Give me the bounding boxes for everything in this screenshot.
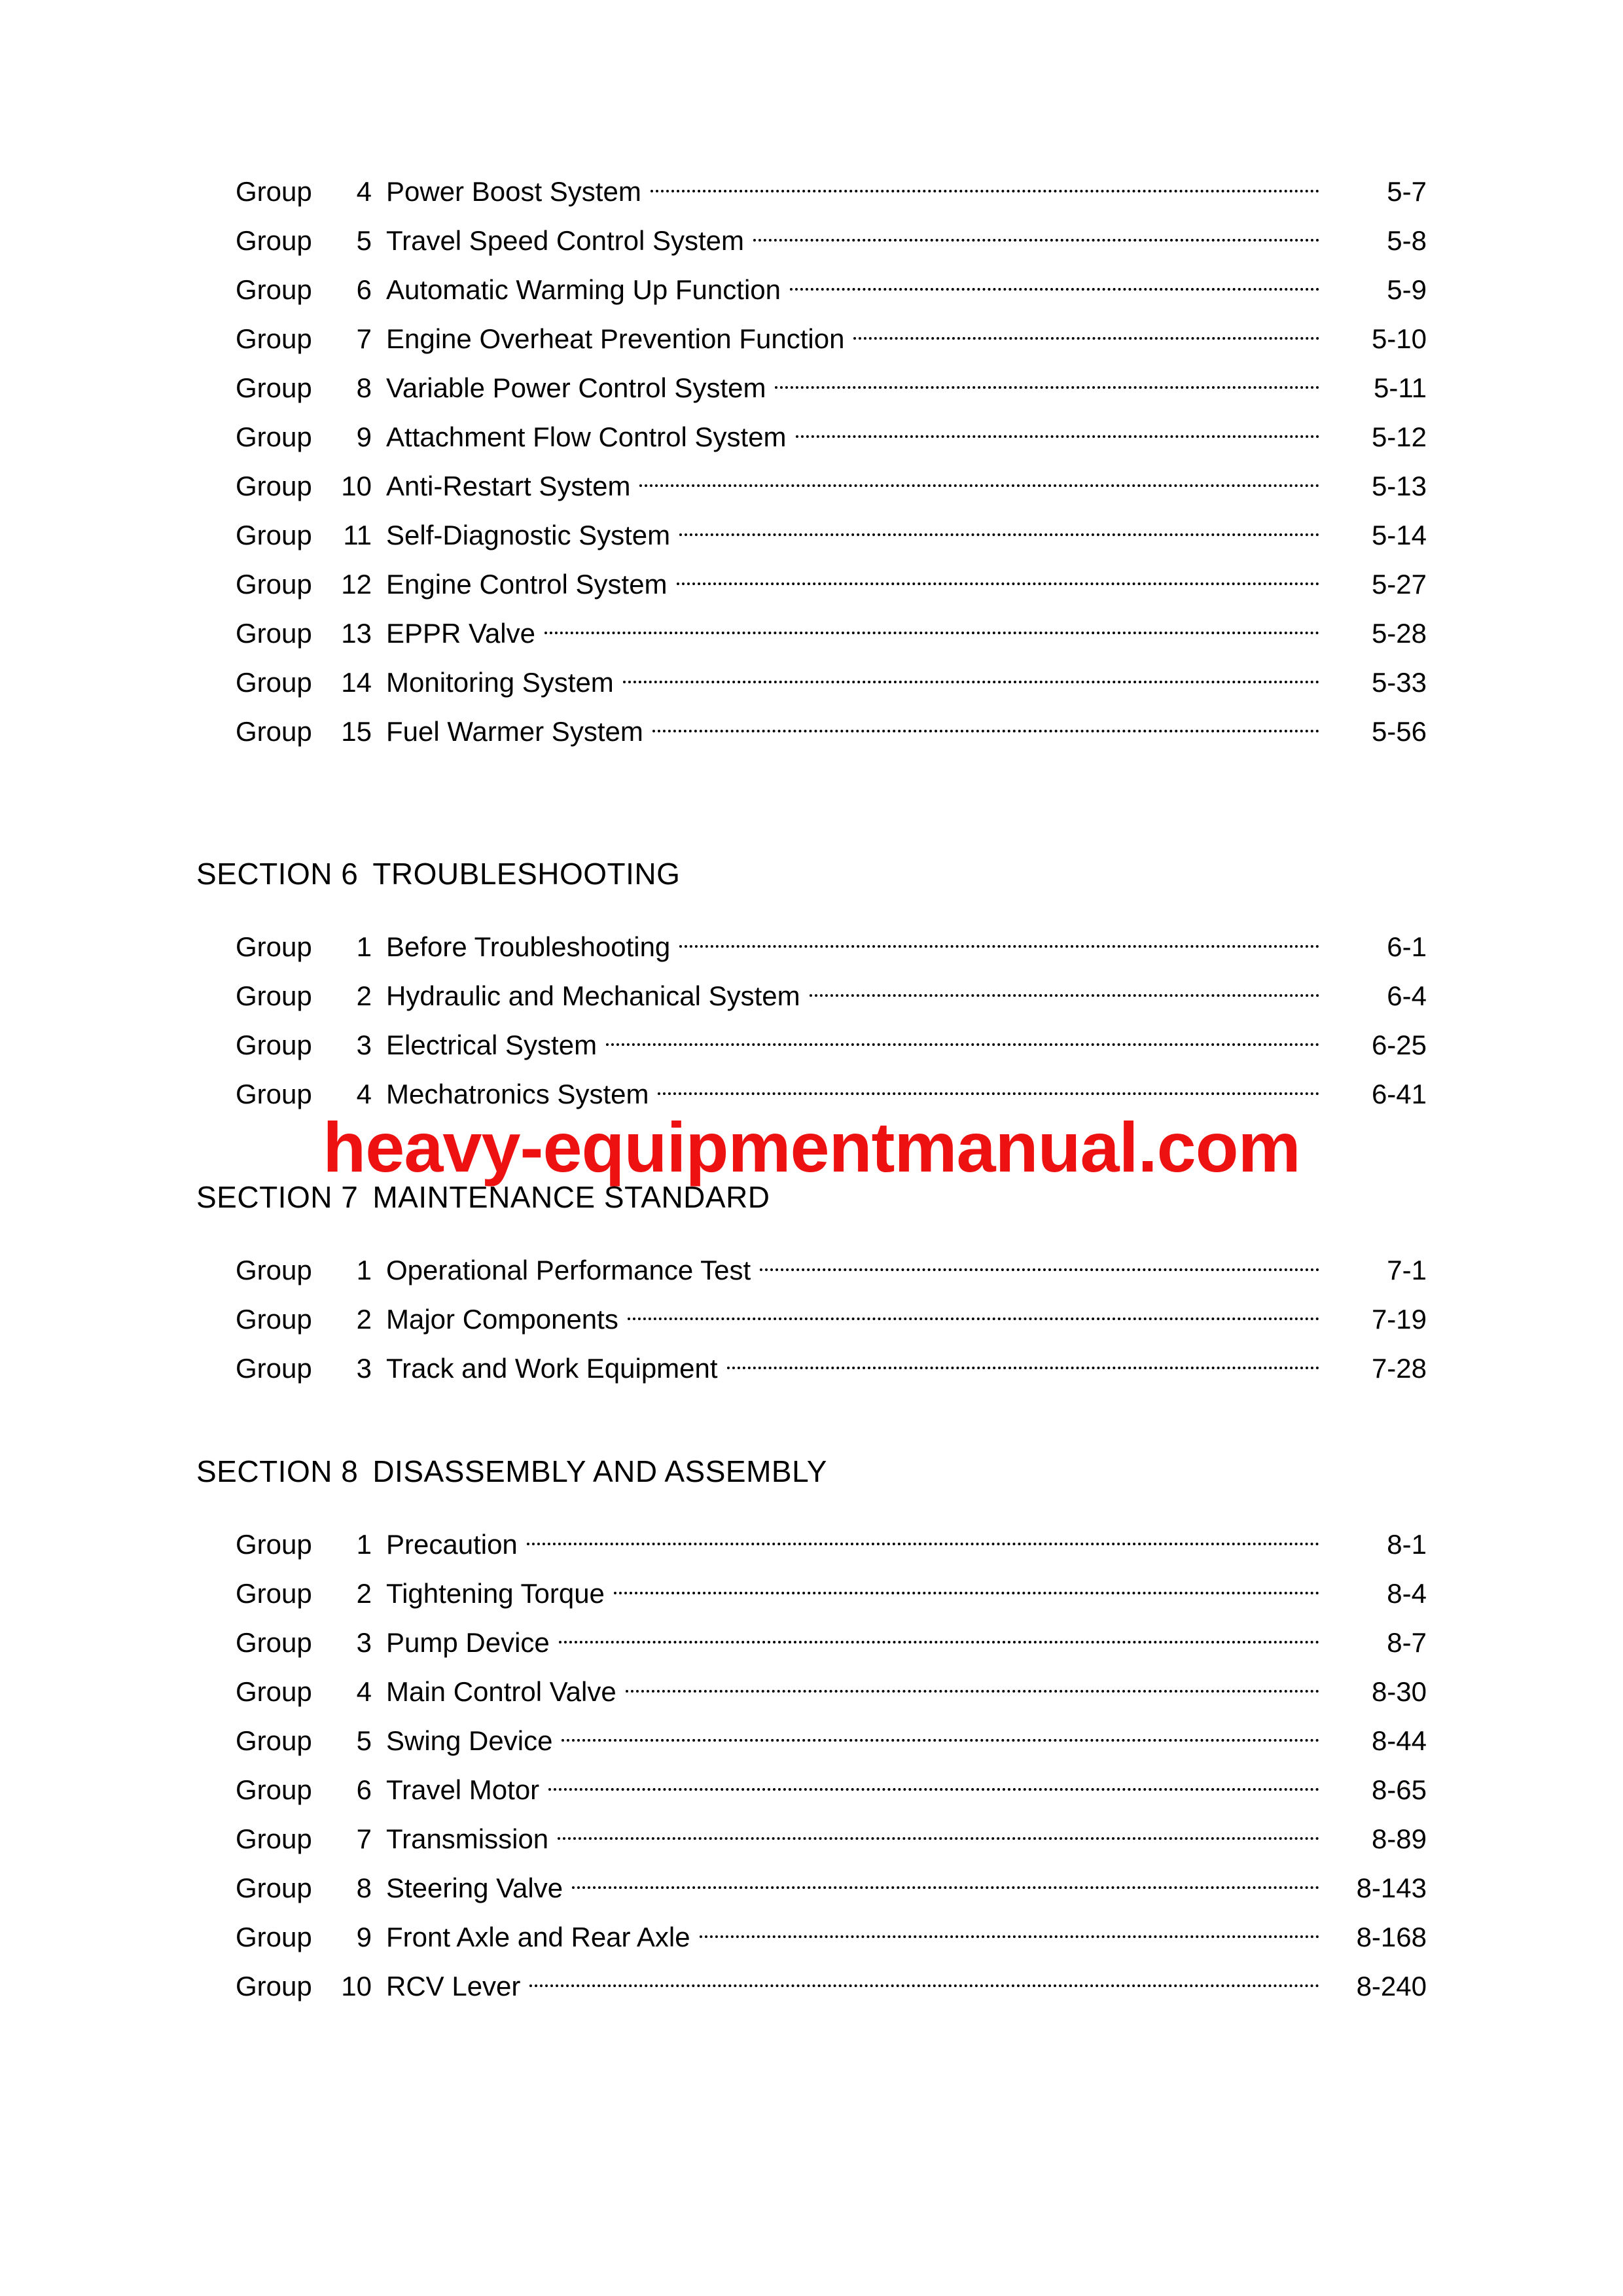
dot-leader	[760, 1252, 1319, 1280]
group-number: 4	[356, 1676, 372, 1707]
dot-leader	[700, 1919, 1319, 1946]
toc-entry[interactable]	[196, 1295, 1427, 1344]
group-word: Group	[236, 1676, 312, 1707]
page-number: 8-240	[1356, 1971, 1427, 2001]
group-title: Variable Power Control System	[386, 372, 766, 403]
group-word: Group	[236, 372, 312, 403]
group-word: Group	[236, 274, 312, 305]
page-number: 5-56	[1371, 716, 1427, 747]
section7-entry-list	[196, 1246, 1427, 1393]
group-word: Group	[236, 1823, 312, 1854]
page-number: 5-28	[1371, 618, 1427, 649]
page-number: 8-44	[1371, 1725, 1427, 1756]
dot-leader	[628, 1301, 1319, 1329]
group-number: 2	[356, 1304, 372, 1335]
group-word: Group	[236, 176, 312, 207]
section5-entry-list	[196, 167, 1427, 756]
section-label: SECTION 8	[196, 1454, 359, 1488]
group-title: Track and Work Equipment	[386, 1353, 718, 1384]
dot-leader	[548, 1772, 1319, 1799]
dot-leader	[606, 1027, 1319, 1054]
dot-leader	[639, 468, 1319, 495]
page-number: 8-65	[1371, 1774, 1427, 1805]
dot-leader	[572, 1870, 1319, 1897]
page-number: 5-7	[1387, 176, 1427, 207]
group-number: 15	[341, 716, 372, 747]
page-number: 8-4	[1387, 1578, 1427, 1609]
toc-entry[interactable]	[196, 1520, 1427, 1569]
group-number: 2	[356, 980, 372, 1011]
group-word: Group	[236, 323, 312, 354]
group-word: Group	[236, 1030, 312, 1060]
toc-entry[interactable]	[196, 412, 1427, 461]
group-word: Group	[236, 667, 312, 698]
dot-leader	[853, 321, 1319, 348]
dot-leader	[562, 1723, 1319, 1750]
dot-leader	[651, 173, 1319, 201]
group-title: Fuel Warmer System	[386, 716, 643, 747]
toc-entry[interactable]	[196, 1962, 1427, 2011]
group-number: 13	[341, 618, 372, 649]
group-number: 9	[356, 422, 372, 452]
toc-entry[interactable]	[196, 1765, 1427, 1814]
group-number: 4	[356, 1079, 372, 1109]
spacer	[196, 893, 1427, 922]
dot-leader	[527, 1526, 1319, 1554]
dot-leader	[677, 566, 1319, 594]
group-number: 10	[341, 471, 372, 501]
group-title: Pump Device	[386, 1627, 550, 1658]
group-word: Group	[236, 1304, 312, 1335]
section-heading-6	[196, 854, 1427, 893]
toc-entry[interactable]	[196, 658, 1427, 707]
group-number: 1	[356, 1529, 372, 1560]
group-title: Precaution	[386, 1529, 518, 1560]
group-word: Group	[236, 1922, 312, 1952]
group-title: Travel Motor	[386, 1774, 540, 1805]
group-number: 8	[356, 1873, 372, 1903]
group-title: Major Components	[386, 1304, 618, 1335]
page-number: 8-89	[1371, 1823, 1427, 1854]
group-title: Transmission	[386, 1823, 549, 1854]
page-number: 8-7	[1387, 1627, 1427, 1658]
toc-entry[interactable]	[196, 314, 1427, 363]
group-word: Group	[236, 1529, 312, 1560]
group-word: Group	[236, 980, 312, 1011]
toc-entry[interactable]	[196, 216, 1427, 265]
section-title: DISASSEMBLY AND ASSEMBLY	[372, 1454, 827, 1488]
group-number: 3	[356, 1353, 372, 1384]
page-number: 6-1	[1387, 931, 1427, 962]
section-heading-7	[196, 1177, 1427, 1217]
group-number: 2	[356, 1578, 372, 1609]
dot-leader	[623, 664, 1319, 692]
page-number: 5-9	[1387, 274, 1427, 305]
toc-entry[interactable]	[196, 1344, 1427, 1393]
dot-leader	[727, 1350, 1319, 1378]
page-number: 7-19	[1371, 1304, 1427, 1335]
group-word: Group	[236, 422, 312, 452]
group-number: 3	[356, 1030, 372, 1060]
section-title: TROUBLESHOOTING	[372, 857, 681, 891]
section-label: SECTION 7	[196, 1180, 359, 1214]
group-title: Mechatronics System	[386, 1079, 649, 1109]
dot-leader	[529, 1968, 1319, 1996]
toc-entry[interactable]	[196, 1020, 1427, 1069]
dot-leader	[775, 370, 1319, 397]
group-number: 7	[356, 323, 372, 354]
group-word: Group	[236, 1971, 312, 2001]
page-number: 5-10	[1371, 323, 1427, 354]
group-number: 6	[356, 274, 372, 305]
group-word: Group	[236, 931, 312, 962]
section6-entry-list	[196, 922, 1427, 1119]
toc-entry[interactable]	[196, 1246, 1427, 1295]
page-number: 8-30	[1371, 1676, 1427, 1707]
section-title: MAINTENANCE STANDARD	[372, 1180, 770, 1214]
group-number: 14	[341, 667, 372, 698]
group-word: Group	[236, 1627, 312, 1658]
page-number: 5-33	[1371, 667, 1427, 698]
group-word: Group	[236, 1079, 312, 1109]
toc-entry[interactable]	[196, 1069, 1427, 1119]
toc-entry[interactable]	[196, 1618, 1427, 1667]
toc-entry[interactable]	[196, 922, 1427, 971]
toc-entry[interactable]	[196, 1814, 1427, 1863]
dot-leader	[558, 1821, 1319, 1848]
group-word: Group	[236, 1774, 312, 1805]
group-title: Automatic Warming Up Function	[386, 274, 781, 305]
toc-entry[interactable]	[196, 1863, 1427, 1912]
page-number: 5-14	[1371, 520, 1427, 550]
toc-entry[interactable]	[196, 461, 1427, 511]
group-title: Electrical System	[386, 1030, 597, 1060]
group-number: 12	[341, 569, 372, 600]
group-number: 1	[356, 1255, 372, 1285]
toc-entry[interactable]	[196, 1716, 1427, 1765]
group-word: Group	[236, 618, 312, 649]
toc-entry[interactable]	[196, 265, 1427, 314]
group-number: 6	[356, 1774, 372, 1805]
section-label: SECTION 6	[196, 857, 359, 891]
group-word: Group	[236, 569, 312, 600]
page-number: 5-13	[1371, 471, 1427, 501]
dot-leader	[626, 1674, 1319, 1701]
page-number: 6-4	[1387, 980, 1427, 1011]
page-number: 5-11	[1374, 372, 1427, 403]
page-number: 7-28	[1371, 1353, 1427, 1384]
group-word: Group	[236, 1578, 312, 1609]
group-title: RCV Lever	[386, 1971, 521, 2001]
group-number: 4	[356, 176, 372, 207]
dot-leader	[790, 272, 1319, 299]
group-word: Group	[236, 1353, 312, 1384]
dot-leader	[810, 978, 1319, 1005]
group-word: Group	[236, 1725, 312, 1756]
group-number: 1	[356, 931, 372, 962]
group-number: 5	[356, 1725, 372, 1756]
group-number: 3	[356, 1627, 372, 1658]
section-heading-8	[196, 1452, 1427, 1491]
group-title: EPPR Valve	[386, 618, 535, 649]
group-word: Group	[236, 225, 312, 256]
group-title: Main Control Valve	[386, 1676, 616, 1707]
group-title: Steering Valve	[386, 1873, 563, 1903]
dot-leader	[796, 419, 1319, 446]
page-number: 6-25	[1371, 1030, 1427, 1060]
toc-entry[interactable]	[196, 1667, 1427, 1716]
spacer	[196, 1119, 1427, 1177]
group-number: 8	[356, 372, 372, 403]
toc-content	[196, 167, 1427, 2011]
page-number: 6-41	[1371, 1079, 1427, 1109]
dot-leader	[679, 517, 1319, 545]
dot-leader	[544, 615, 1319, 643]
group-number: 7	[356, 1823, 372, 1854]
group-title: Engine Control System	[386, 569, 668, 600]
dot-leader	[679, 929, 1319, 956]
group-number: 11	[343, 520, 372, 550]
toc-entry[interactable]	[196, 167, 1427, 216]
group-title: Before Troubleshooting	[386, 931, 671, 962]
page-number: 5-12	[1371, 422, 1427, 452]
group-number: 10	[341, 1971, 372, 2001]
group-word: Group	[236, 1873, 312, 1903]
group-title: Tightening Torque	[386, 1578, 605, 1609]
section8-entry-list	[196, 1520, 1427, 2011]
group-title: Power Boost System	[386, 176, 641, 207]
group-title: Monitoring System	[386, 667, 614, 698]
toc-entry[interactable]	[196, 363, 1427, 412]
group-number: 5	[356, 225, 372, 256]
dot-leader	[559, 1624, 1319, 1652]
dot-leader	[753, 223, 1319, 250]
dot-leader	[652, 713, 1319, 741]
page-number: 8-143	[1356, 1873, 1427, 1903]
spacer	[196, 1393, 1427, 1452]
toc-entry[interactable]	[196, 560, 1427, 609]
group-word: Group	[236, 520, 312, 550]
group-title: Swing Device	[386, 1725, 553, 1756]
spacer	[196, 1217, 1427, 1246]
page-number: 8-168	[1356, 1922, 1427, 1952]
toc-entry[interactable]	[196, 1912, 1427, 1962]
group-word: Group	[236, 1255, 312, 1285]
spacer	[196, 756, 1427, 854]
watermark-text: heavy-equipmentmanual.com	[323, 1107, 1300, 1187]
dot-leader	[658, 1076, 1319, 1103]
group-title: Engine Overheat Prevention Function	[386, 323, 845, 354]
toc-entry[interactable]	[196, 1569, 1427, 1618]
toc-entry[interactable]	[196, 511, 1427, 560]
dot-leader	[614, 1575, 1319, 1603]
page-number: 5-8	[1387, 225, 1427, 256]
group-title: Operational Performance Test	[386, 1255, 751, 1285]
group-title: Hydraulic and Mechanical System	[386, 980, 800, 1011]
group-title: Self-Diagnostic System	[386, 520, 671, 550]
page-number: 7-1	[1387, 1255, 1427, 1285]
group-title: Travel Speed Control System	[386, 225, 745, 256]
group-title: Attachment Flow Control System	[386, 422, 787, 452]
toc-entry[interactable]	[196, 609, 1427, 658]
group-title: Anti-Restart System	[386, 471, 631, 501]
group-word: Group	[236, 471, 312, 501]
toc-entry[interactable]	[196, 971, 1427, 1020]
page-number: 5-27	[1371, 569, 1427, 600]
group-word: Group	[236, 716, 312, 747]
page-number: 8-1	[1387, 1529, 1427, 1560]
group-number: 9	[356, 1922, 372, 1952]
spacer	[196, 1491, 1427, 1520]
group-title: Front Axle and Rear Axle	[386, 1922, 690, 1952]
toc-entry[interactable]	[196, 707, 1427, 756]
